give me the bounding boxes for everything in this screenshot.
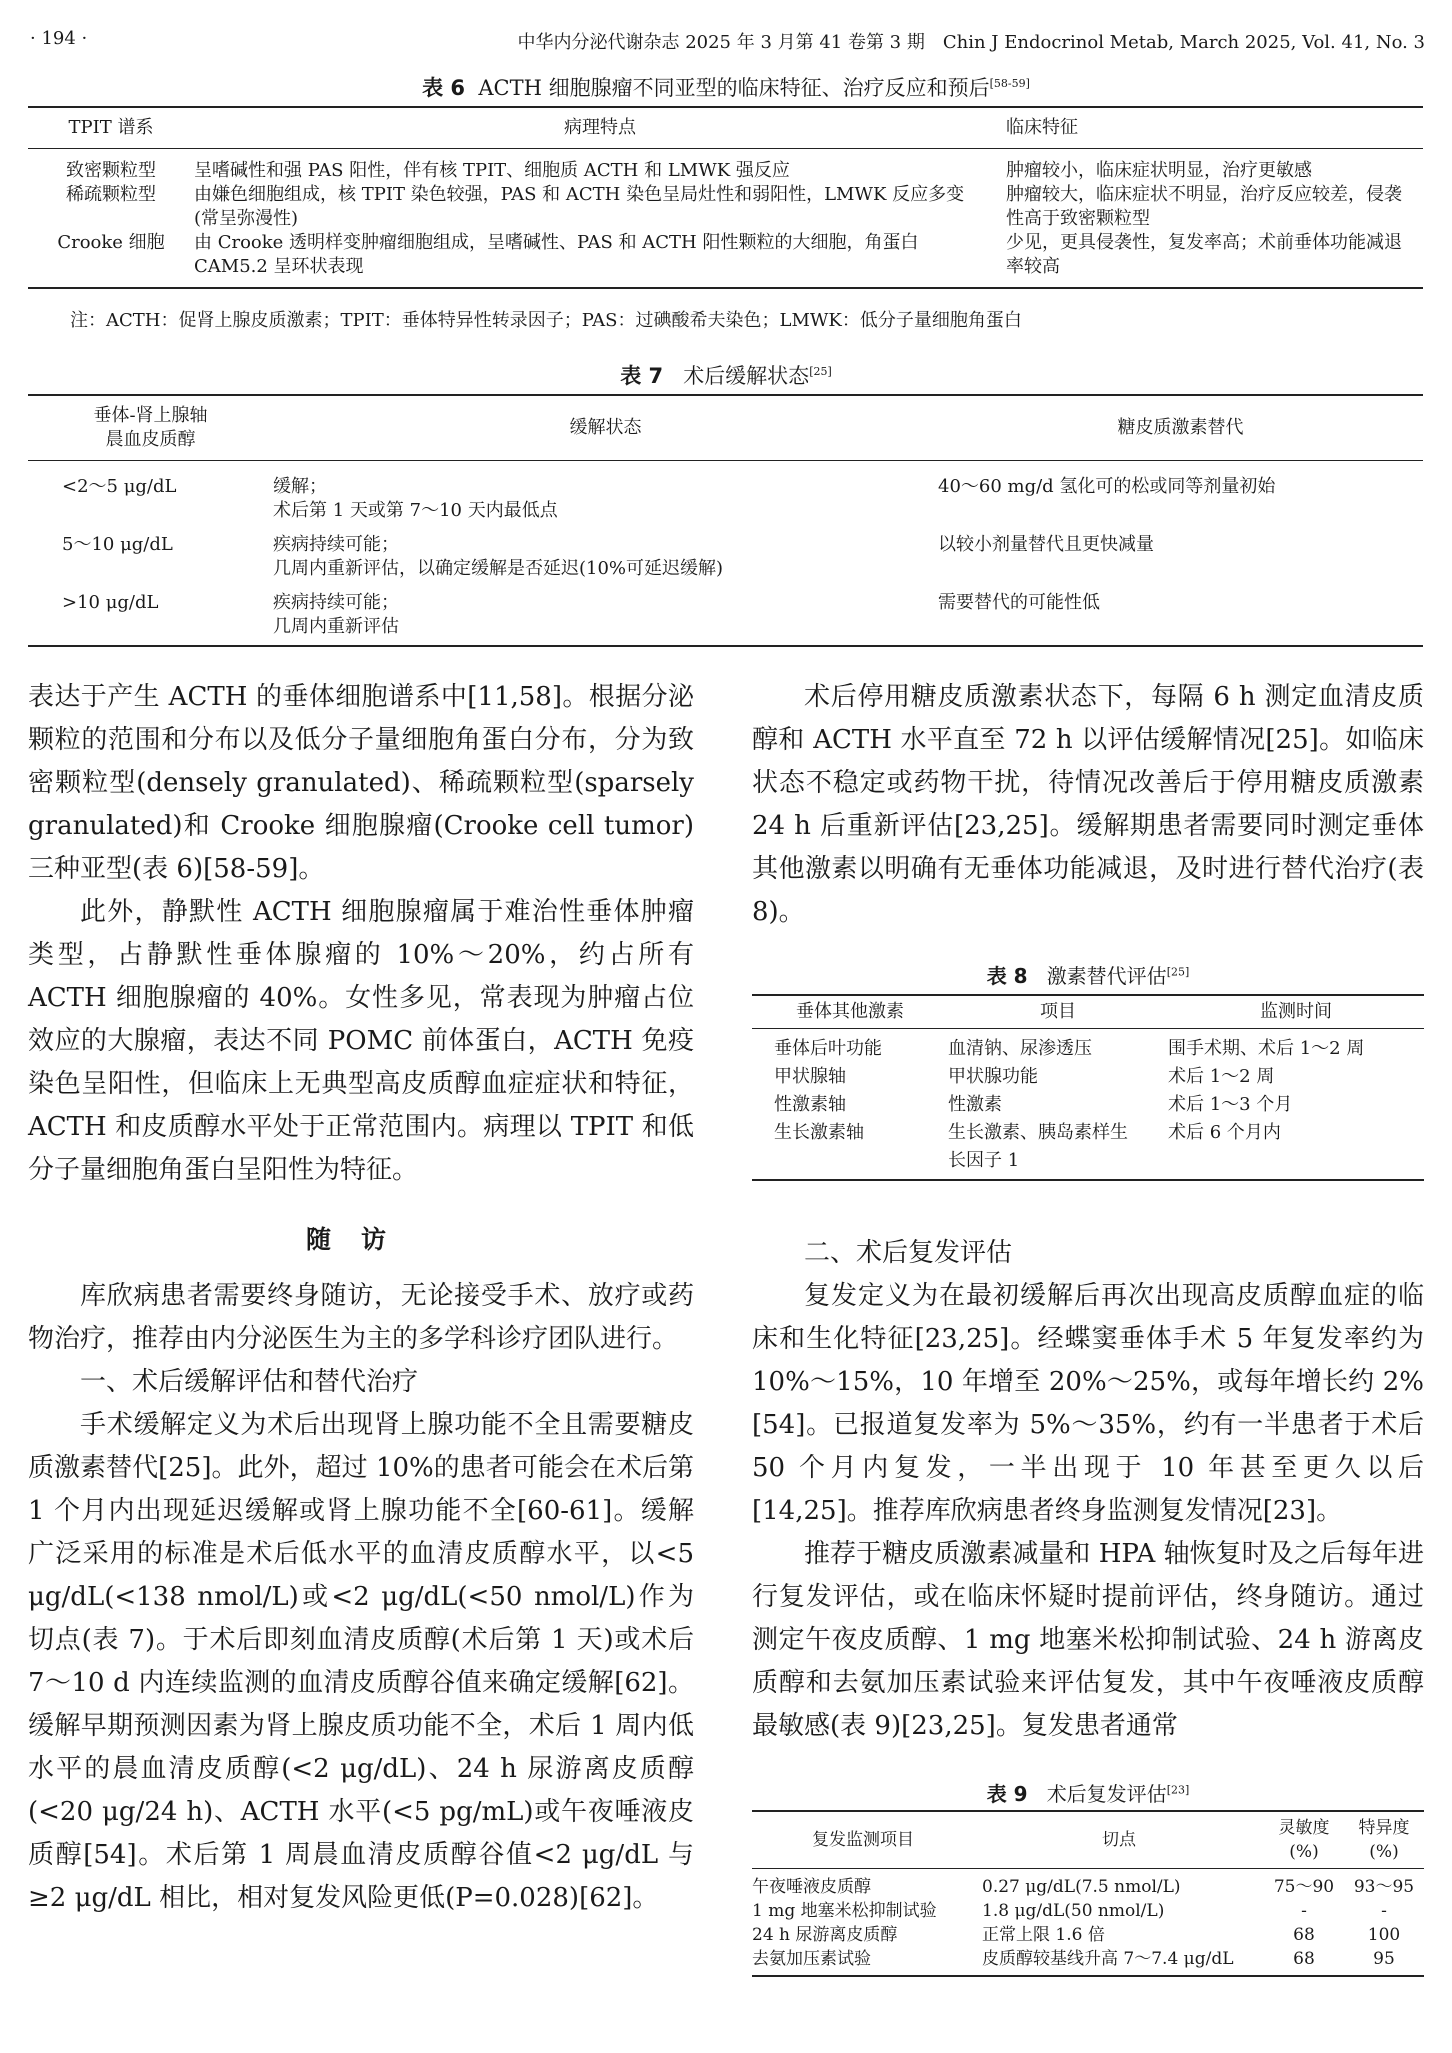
table8-cell: 围手术期、术后 1～2 周 bbox=[1168, 1038, 1365, 1059]
table7-header: 缓解状态 bbox=[569, 417, 642, 438]
table9-cell: 皮质醇较基线升高 7～7.4 μg/dL bbox=[982, 1949, 1234, 1969]
table8-header-row bbox=[752, 995, 1424, 1029]
table9-caption bbox=[752, 1778, 1424, 1807]
table6-cell: 稀疏颗粒型 bbox=[66, 184, 156, 205]
table-row bbox=[752, 1029, 1424, 1064]
subsection-heading: 二、术后复发评估 bbox=[804, 1238, 1013, 1268]
table-row bbox=[28, 587, 1423, 646]
paragraph: 此外，静默性 ACTH 细胞腺瘤属于难治性垂体肿瘤类型，占静默性垂体腺瘤的 10%～20%，约占所有 ACTH 细胞腺瘤的 40%。女性多见，常表现为肿瘤占位效应的大腺瘤，表达不同 POMC 前体蛋白，ACTH 免疫染色呈阳性，但临床上无典型高皮质醇血症症状和特征，ACTH 和皮质醇水平处于正常范围内。病理以 TPIT 和低分子量细胞角蛋白呈阳性为特征。 bbox=[28, 897, 694, 1185]
table7-title: 术后缓解状态 bbox=[683, 364, 810, 388]
table7-header: 糖皮质激素替代 bbox=[1117, 417, 1244, 438]
table6-ref: [58-59] bbox=[989, 77, 1030, 90]
table7-cell: 以较小剂量替代且更快减量 bbox=[938, 534, 1154, 555]
table7-label: 表 7 bbox=[620, 364, 664, 388]
table9-header: 复发监测项目 bbox=[812, 1830, 914, 1850]
table7 bbox=[28, 394, 1423, 647]
table-row bbox=[752, 1091, 1424, 1119]
table6-cell: 由嫌色细胞组成，核 TPIT 染色较强，PAS 和 ACTH 染色呈局灶性和弱阳性，LMWK 反应多变(常呈弥漫性) bbox=[194, 184, 965, 229]
table9-header-row bbox=[752, 1811, 1424, 1869]
table9-cell: 75～90 bbox=[1273, 1877, 1335, 1897]
table8-header: 监测时间 bbox=[1260, 1001, 1332, 1022]
table6-cell: 肿瘤较大，临床症状不明显，治疗反应较差，侵袭性高于致密颗粒型 bbox=[1006, 184, 1402, 229]
paragraph: 推荐于糖皮质激素减量和 HPA 轴恢复时及之后每年进行复发评估，或在临床怀疑时提前评估，终身随访。通过测定午夜皮质醇、1 mg 地塞米松抑制试验、24 h 游离皮质醇和去氨加压素试验来评估复发，其中午夜唾液皮质醇最敏感(表 9)[23,25]。复发患者通常 bbox=[752, 1539, 1424, 1741]
table7-cell: 几周内重新评估，以确定缓解是否延迟(10%可延迟缓解) bbox=[273, 558, 724, 579]
table7-header: 垂体-肾上腺轴 晨血皮质醇 bbox=[93, 405, 208, 450]
table-row bbox=[28, 149, 1423, 184]
table-row bbox=[28, 183, 1423, 231]
left-column bbox=[28, 676, 694, 1920]
table7-cell: >10 μg/dL bbox=[62, 592, 159, 613]
table6-cell: 致密颗粒型 bbox=[66, 160, 156, 181]
table-row bbox=[752, 1899, 1424, 1923]
journal-name: 中华内分泌代谢杂志 2025 年 3 月第 41 卷第 3 期 Chin J Endocrinol Metab, March 2025, Vol. 41, No. 3 bbox=[517, 32, 1425, 53]
right-column-bottom bbox=[752, 1232, 1424, 1748]
table7-cell: 40～60 mg/d 氢化可的松或同等剂量初始 bbox=[938, 476, 1276, 497]
table9-cell: 午夜唾液皮质醇 bbox=[752, 1877, 871, 1897]
table6-cell: 由 Crooke 透明样变肿瘤细胞组成，呈嗜碱性、PAS 和 ACTH 阳性颗粒的大细胞，角蛋白 CAM5.2 呈环状表现 bbox=[194, 232, 919, 277]
table9-cell: 100 bbox=[1367, 1925, 1401, 1945]
table9-title: 术后复发评估 bbox=[1046, 1782, 1167, 1806]
table7-header-row bbox=[28, 395, 1423, 461]
table9-header: 切点 bbox=[1102, 1830, 1136, 1850]
table8-cell: 术后 1～3 个月 bbox=[1168, 1094, 1293, 1115]
table9-cell: - bbox=[1301, 1901, 1307, 1921]
table6-cell: Crooke 细胞 bbox=[57, 232, 165, 253]
table8-header: 垂体其他激素 bbox=[796, 1001, 904, 1022]
subsection-heading: 一、术后缓解评估和替代治疗 bbox=[80, 1367, 419, 1397]
table7-cell: 缓解； bbox=[273, 476, 327, 497]
table9-cell: 1 mg 地塞米松抑制试验 bbox=[752, 1901, 937, 1921]
table9-cell: - bbox=[1381, 1901, 1387, 1921]
table8-cell: 甲状腺轴 bbox=[774, 1066, 846, 1087]
table8-caption bbox=[752, 960, 1424, 989]
table7-cell: 几周内重新评估 bbox=[273, 616, 399, 637]
table7-cell: 术后第 1 天或第 7～10 天内最低点 bbox=[273, 500, 558, 521]
table8-cell: 术后 1～2 周 bbox=[1168, 1066, 1275, 1087]
table8-cell: 血清钠、尿渗透压 bbox=[948, 1038, 1092, 1059]
table8-ref: [25] bbox=[1166, 965, 1190, 979]
table8-cell: 甲状腺功能 bbox=[948, 1066, 1038, 1087]
table-row bbox=[752, 1063, 1424, 1091]
right-column-top bbox=[752, 676, 1424, 934]
table9-cell: 93～95 bbox=[1353, 1877, 1415, 1897]
table7-ref: [25] bbox=[809, 365, 832, 378]
paragraph: 手术缓解定义为术后出现肾上腺功能不全且需要糖皮质激素替代[25]。此外，超过 10%的患者可能会在术后第 1 个月内出现延迟缓解或肾上腺功能不全[60-61]。缓解广泛采用的标准是术后低水平的血清皮质醇水平，以<5 μg/dL(<138 nmol/L)或<2 μg/dL(<50 nmol/L)作为切点(表 7)。于术后即刻血清皮质醇(术后第 1 天)或术后 7～10 d 内连续监测的血清皮质醇谷值来确定缓解[62]。缓解早期预测因素为肾上腺皮质功能不全，术后 1 周内低水平的晨血清皮质醇(<2 μg/dL)、24 h 尿游离皮质醇(<20 μg/24 h)、ACTH 水平(<5 pg/mL)或午夜唾液皮质醇[54]。术后第 1 周晨血清皮质醇谷值<2 μg/dL 与≥2 μg/dL 相比，相对复发风险更低(P=0.028)[62]。 bbox=[28, 1410, 694, 1913]
table8-cell: 术后 6 个月内 bbox=[1168, 1122, 1281, 1143]
table9-header: 灵敏度 (%) bbox=[1278, 1818, 1330, 1862]
paragraph: 库欣病患者需要终身随访，无论接受手术、放疗或药物治疗，推荐由内分泌医生为主的多学科诊疗团队进行。 bbox=[28, 1281, 694, 1354]
table9-cell: 24 h 尿游离皮质醇 bbox=[752, 1925, 898, 1945]
table9-cell: 68 bbox=[1293, 1925, 1315, 1945]
table6-header: 临床特征 bbox=[1006, 117, 1078, 138]
table7-cell: 5～10 μg/dL bbox=[62, 534, 173, 555]
table9 bbox=[752, 1810, 1424, 1977]
paragraph: 表达于产生 ACTH 的垂体细胞谱系中[11,58]。根据分泌颗粒的范围和分布以及低分子量细胞角蛋白分布，分为致密颗粒型(densely granulated)、稀疏颗粒型(sparsely granulated)和 Crooke 细胞腺瘤(Crooke cell tumor)三种亚型(表 6)[58-59]。 bbox=[28, 682, 694, 884]
table8-cell: 生长激素轴 bbox=[774, 1122, 864, 1143]
table8-label: 表 8 bbox=[986, 964, 1028, 988]
table8-cell: 性激素轴 bbox=[774, 1094, 846, 1115]
table8-cell: 性激素 bbox=[948, 1094, 1002, 1115]
paragraph: 复发定义为在最初缓解后再次出现高皮质醇血症的临床和生化特征[23,25]。经蝶窦垂体手术 5 年复发率约为 10%～15%，10 年增至 20%～25%，或每年增长约 2%[54]。已报道复发率为 5%～35%，约有一半患者于术后 50 个月内复发，一半出现于 10 年甚至更久以后[14,25]。推荐库欣病患者终身监测复发情况[23]。 bbox=[752, 1281, 1424, 1526]
table-row bbox=[752, 1869, 1424, 1900]
table7-caption bbox=[0, 360, 1452, 390]
paragraph: 术后停用糖皮质激素状态下，每隔 6 h 测定血清皮质醇和 ACTH 水平直至 72 h 以评估缓解情况[25]。如临床状态不稳定或药物干扰，待情况改善后于停用糖皮质激素 24 h 后重新评估[23,25]。缓解期患者需要同时测定垂体其他激素以明确有无垂体功能减退，及时进行替代治疗(表 8)。 bbox=[752, 682, 1424, 927]
table9-header: 特异度 (%) bbox=[1358, 1818, 1410, 1862]
table9-cell: 正常上限 1.6 倍 bbox=[982, 1925, 1105, 1945]
table6-header-row bbox=[28, 107, 1423, 149]
table7-cell: 疾病持续可能； bbox=[273, 592, 399, 613]
table8-title: 激素替代评估 bbox=[1046, 964, 1167, 988]
table6-cell: 肿瘤较小，临床症状明显，治疗更敏感 bbox=[1006, 160, 1312, 181]
table-row bbox=[752, 1947, 1424, 1976]
table-row bbox=[28, 231, 1423, 288]
table6-label: 表 6 bbox=[422, 76, 466, 100]
table6-cell: 呈嗜碱性和强 PAS 阳性，伴有核 TPIT、细胞质 ACTH 和 LMWK 强反应 bbox=[194, 160, 790, 181]
table6-caption bbox=[0, 72, 1452, 102]
table-row bbox=[752, 1923, 1424, 1947]
table7-cell: 疾病持续可能； bbox=[273, 534, 399, 555]
table8-cell: 生长激素、胰岛素样生长因子 1 bbox=[948, 1122, 1128, 1171]
table-row bbox=[28, 461, 1423, 530]
table9-cell: 1.8 μg/dL(50 nmol/L) bbox=[982, 1901, 1165, 1921]
table6 bbox=[28, 106, 1423, 289]
table-row bbox=[752, 1119, 1424, 1180]
table7-cell: 需要替代的可能性低 bbox=[938, 592, 1100, 613]
table6-note: 注：ACTH：促肾上腺皮质激素；TPIT：垂体特异性转录因子；PAS：过碘酸希夫染色；LMWK：低分子量细胞角蛋白 bbox=[70, 310, 1022, 331]
table9-cell: 95 bbox=[1373, 1949, 1395, 1969]
table9-ref: [23] bbox=[1166, 1783, 1190, 1797]
table9-cell: 去氨加压素试验 bbox=[752, 1949, 871, 1969]
table9-cell: 0.27 μg/dL(7.5 nmol/L) bbox=[982, 1877, 1181, 1897]
table6-title: ACTH 细胞腺瘤不同亚型的临床特征、治疗反应和预后 bbox=[478, 76, 990, 100]
table6-header: TPIT 谱系 bbox=[68, 117, 154, 138]
table8-cell: 垂体后叶功能 bbox=[774, 1038, 882, 1059]
table6-header: 病理特点 bbox=[564, 117, 636, 138]
table6-cell: 少见，更具侵袭性，复发率高；术前垂体功能减退率较高 bbox=[1006, 232, 1402, 277]
table-row bbox=[28, 529, 1423, 587]
table9-cell: 68 bbox=[1293, 1949, 1315, 1969]
table7-cell: <2～5 μg/dL bbox=[62, 476, 177, 497]
table9-label: 表 9 bbox=[986, 1782, 1028, 1806]
table8-header: 项目 bbox=[1040, 1001, 1076, 1022]
page-number: · 194 · bbox=[30, 28, 88, 49]
table8 bbox=[752, 994, 1424, 1181]
section-heading: 随访 bbox=[305, 1225, 416, 1254]
page-header bbox=[30, 22, 1425, 52]
